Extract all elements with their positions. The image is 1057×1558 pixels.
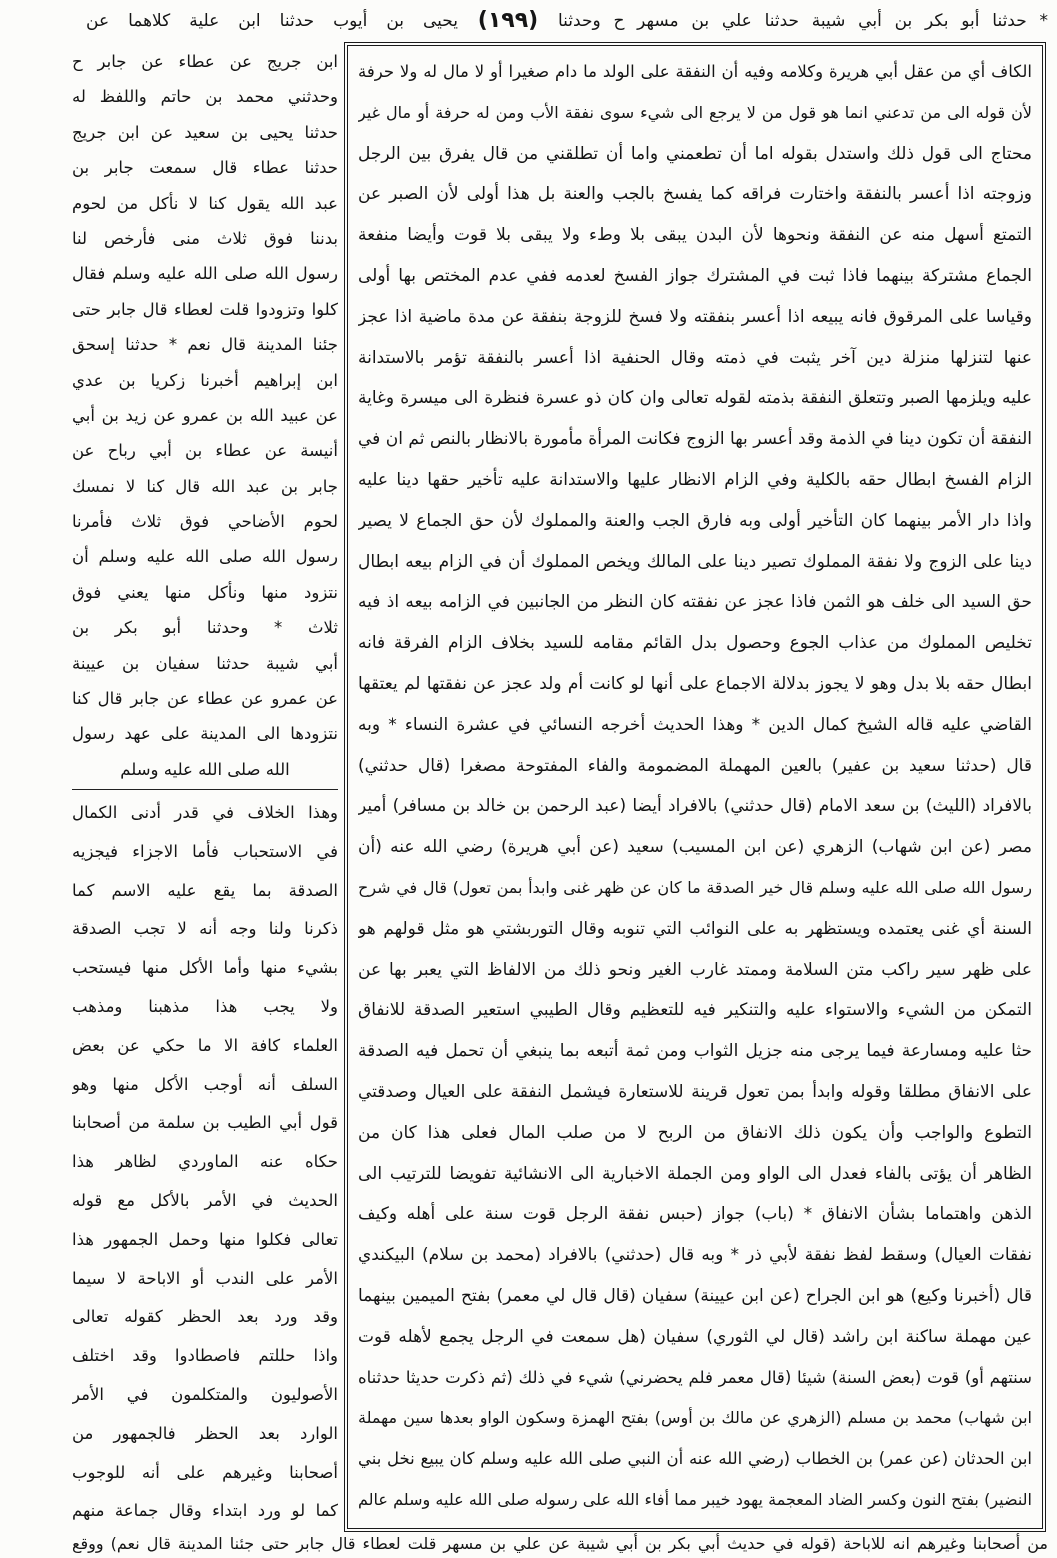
page-number: (١٩٩) (477, 8, 539, 33)
commentary-line: تخليص المملوك من عذاب الجوع وحصول بدل القائم مقامه للسيد بخلاف الزام الفرقة فانه (358, 633, 1032, 654)
commentary-line: الجماع مشتركة بينهما فاذا ثبت في المشترك جواز الفسخ لعدمه ففي عدم المختص بها أولى (358, 265, 1032, 286)
main-text-line: ابن إبراهيم أخبرنا زكريا بن عدي (72, 370, 338, 390)
left-commentary-line: العلماء كافة الا ما حكي عن بعض (72, 1035, 338, 1055)
main-text-line: جئنا المدينة قال نعم * حدثنا إسحق (72, 335, 338, 355)
left-commentary-line: تعالى فكلوا منها وحمل الجمهور هذا (72, 1229, 338, 1249)
footer-line: من أصحابنا وغيرهم انه للاباحة (قوله في حديث أبي بكر بن أبي شيبة عن علي بن مسهر قلت لعطاء قال جابر حتى جئنا المدينة قال نعم) ووقع (72, 1534, 1048, 1553)
commentary-line: ابطال حقه بلا بدل وهو لا يجوز بدلالة الاجماع على أنها لو كانت أم ولد عجز عن نفقتها لم يعتقها (358, 673, 1032, 694)
left-commentary-line: كما لو ورد ابتداء وقال جماعة منهم (72, 1501, 338, 1521)
left-commentary-line: الوارد بعد الحظر فالجمهور من (72, 1423, 338, 1443)
left-commentary-line: الحديث في الأمر بالأكل مع قوله (72, 1190, 338, 1210)
commentary-line: عليه ويلزمها الصبر وتتعلق النفقة بذمته لقوله تعالى وان كان ذو عسرة فنظرة الى ميسرة وغاية (358, 388, 1032, 409)
left-commentary-line: وقد ورد بعد الحظر كقوله تعالى (72, 1307, 338, 1327)
commentary-line: الزام الفسخ ابطال حقه بالكلية وفي الزام الانظار عليها والاستدانة عليه تأخير حقها دينا عليه (358, 469, 1032, 490)
commentary-line: محتاج الى قول ذلك واستدل بقوله اما أن تطعمني واما أن تطلقني من قال يفرق بين الرجل (358, 143, 1032, 164)
commentary-line: حق السيد الى خلف هو الثمن فاذا عجز عن نفقته كان النظر من الجانبين في الزامه بيعه اذ فيه (358, 592, 1032, 613)
header-text-right: * حدثنا أبو بكر بن أبي شيبة حدثنا علي بن مسهر ح وحدثنا (558, 11, 1048, 31)
left-commentary-line: بشيء منها وأما الأكل منها فيستحب (72, 958, 338, 978)
commentary-line: على ظهر سير راكب متن السلامة وممتد غارب الغير ونحو ذلك من الالفاظ التي يعبر بها عن (358, 959, 1032, 980)
commentary-line: وزوجته اذا أعسر بالنفقة واختارت فراقه كما يفسخ بالجب والعنة بل هذا أولى لأن الصبر عن (358, 184, 1032, 205)
column-separator (72, 789, 338, 790)
commentary-line: مصر (عن ابن شهاب) الزهري (عن ابن المسيب) سعيد (عن أبي هريرة) رضي الله عنه (أن (358, 837, 1032, 858)
main-text-line: أبي شيبة حدثنا سفيان بن عيينة (72, 653, 338, 673)
main-text-line: جابر بن عبد الله قال كنا لا نمسك (72, 476, 338, 496)
commentary-line: دينا على الزوج ولا نفقة المملوك تصير دينا على المالك ويخص المملوك أن في الزام بيعه ابطال (358, 551, 1032, 572)
commentary-line: قال (حدثنا سعيد بن عفير) بالعين المهملة المضمومة والفاء المفتوحة مصغرا (قال حدثني) (358, 755, 1032, 776)
main-text-line: بدننا فوق ثلاث منى فأرخص لنا (72, 228, 338, 248)
main-text-line: ابن جريج عن عطاء عن جابر ح (72, 52, 338, 71)
commentary-line: النفقة أن تكون دينا في الذمة وقد أعسر بها الزوج فكانت المرأة مأمورة بالانظار بالنص ثم ان في (358, 429, 1032, 450)
commentary-line: وقياسا على المرقوق فانه يبيعه اذا أعسر بنفقته ولا فسخ للزوجة بنفقة عن مدة ماضية اذا عجز (358, 306, 1032, 327)
left-commentary-line: الأمر على الندب أو الاباحة لا سيما (72, 1268, 338, 1288)
left-commentary-line: وهذا الخلاف في قدر أدنى الكمال (72, 803, 338, 822)
commentary-line: ابن شهاب) محمد بن مسلم (الزهري عن مالك بن أوس) بفتح الهمزة وسكون الواو بعدها سين مهملة (358, 1408, 1032, 1428)
main-text-line: كلوا وتزودوا قلت لعطاء قال جابر حتى (72, 299, 338, 319)
left-commentary-line: حكاه عنه الماوردي لظاهر هذا (72, 1152, 338, 1172)
main-text-line: نتزود منها ونأكل منها يعني فوق (72, 582, 338, 602)
main-text-line: رسول الله صلى الله عليه وسلم أن (72, 547, 338, 567)
left-commentary-line: الأصوليون والمتكلمون في الأمر (72, 1384, 338, 1404)
left-commentary-line: قول أبي الطيب بن سلمة من أصحابنا (72, 1113, 338, 1133)
page-header (86, 4, 1048, 38)
commentary-line: رسول الله صلى الله عليه وسلم قال خير الصدقة ما كان عن ظهر غنى وابدأ بمن تعول) قال في شرح (358, 877, 1032, 897)
commentary-line: قال (أخبرنا وكيع) هو ابن الجراح (عن ابن عيينة) سفيان (قال قال لي معمر) بفتح الميمين بينهما (358, 1285, 1032, 1306)
commentary-line: السنة أي غنى يعتمده ويستظهر به على النوائب التي تنوبه وقال التوربشتي هو مثل قولهم هو (358, 918, 1032, 939)
commentary-line: سنتهم أو) قوت (بعض السنة) شيئا (قال معمر فلم يحضرني) شيء في ذلك (ثم ذكرت حديثا حدثناه (358, 1367, 1032, 1387)
commentary-line: التمكن من الشيء والاستواء عليه والتنكير فيه للتعظيم وقال الطيبي استعير الصدقة للانفاق (358, 1000, 1032, 1021)
main-text-line: لحوم الأضاحي فوق ثلاث فأمرنا (72, 512, 338, 532)
commentary-line: لأن قوله الى من تدعني انما هو قول من لا يرجع الى شيء سوى نفقة الأب ومن له حرفة أو مال غير (358, 102, 1032, 122)
commentary-line: النضير) بفتح النون وكسر الضاد المعجمة يهود خيبر مما أفاء الله على رسوله صلى الله عليه وسلم عالم (358, 1489, 1032, 1509)
commentary-line: التطوع والواجب وأن يكون ذلك الانفاق من الربح لا من صلب المال فعلى هذا كان من (358, 1122, 1032, 1143)
left-commentary-line: الصدقة بما يقع عليه الاسم كما (72, 880, 338, 900)
main-text-line: الله صلى الله عليه وسلم (120, 759, 290, 779)
main-text-column (72, 44, 338, 787)
main-text-line: نتزودها الى المدينة على عهد رسول (72, 724, 338, 744)
commentary-line: عين مهملة ساكنة ابن راشد (قال لي الثوري) سفيان (هل سمعت في الرجل يجمع لأهله قوت (358, 1326, 1032, 1347)
left-commentary-line: أصحابنا وغيرهم على أنه للوجوب (72, 1462, 338, 1482)
main-text-line: رسول الله صلى الله عليه وسلم فقال (72, 264, 338, 284)
commentary-line: حثا عليه ومسارعة فيما يرجى منه جزيل الثواب ومن ثمة أتبعه بما ينبغي أن تحمل فيه الصدقة (358, 1041, 1032, 1062)
left-commentary-line: واذا حللتم فاصطادوا وقد اختلف (72, 1346, 338, 1366)
commentary-line: الذهن واهتماما بشأن الانفاق * (باب) جواز (حبس نفقة الرجل قوت سنة على أهله وكيف (358, 1204, 1032, 1225)
header-text-left: يحيى بن أيوب حدثنا ابن علية كلاهما عن (86, 11, 458, 31)
left-commentary-line: ذكرنا ولنا وجه أنه لا تجب الصدقة (72, 919, 338, 939)
left-commentary-line: ولا يجب هذا مذهبنا ومذهب (72, 996, 338, 1016)
commentary-line: واذا دار الأمر بينهما كان التأخير أولى وبه فارق الجب والعنة والمملوك لأن حق الجماع لا يصير (358, 510, 1032, 531)
left-commentary-column (72, 794, 338, 1531)
commentary-line: التمتع أسهل منه عن النفقة ونحوها لأن البدن يبقى بلا وطء ولا يبقى بلا قوت وأيضا منفعة (358, 225, 1032, 246)
left-commentary-line: في الاستحباب فأما الاجزاء فيجزيه (72, 841, 338, 861)
commentary-line: بالافراد (الليث) بن سعد الامام (قال حدثني) بالافراد أيضا (عبد الرحمن بن خالد بن مسافر) أمير (358, 796, 1032, 817)
commentary-line: الظاهر أن يؤتى بالفاء فعدل الى الواو ومن الجملة الاخبارية الى الانشائية تفويضا للترتيب الى (358, 1163, 1032, 1184)
main-text-line: عبد الله يقول كنا لا نأكل من لحوم (72, 193, 338, 213)
main-text-line: ثلاث * وحدثنا أبو بكر بن (72, 618, 338, 638)
main-text-line: أنيسة عن عطاء بن أبي رباح عن (72, 441, 338, 461)
commentary-line: القاضي عليه قاله الشيخ كمال الدين * وهذا الحديث أخرجه النسائي في عشرة النساء * وبه (358, 714, 1032, 735)
main-text-line: عن عبيد الله بن عمرو عن زيد بن أبي (72, 405, 338, 425)
commentary-line: عنها لتنزلها منزلة دين آخر يثبت في ذمته وقال الحنفية اذا أعسر بالنفقة تؤمر بالاستدانة (358, 347, 1032, 368)
main-text-line: حدثنا عطاء قال سمعت جابر بن (72, 158, 338, 178)
right-commentary-box (344, 42, 1046, 1532)
main-text-line: عن عمرو عن عطاء عن جابر قال كنا (72, 689, 338, 709)
commentary-line: على الانفاق مطلقا وقوله وابدأ بمن تعول قرينة للاستعارة فيشمل النفقة على العيال وصدقتي (358, 1081, 1032, 1102)
commentary-line: الكاف أي من عقل أبي هريرة وكلامه وفيه أن النفقة على الولد ما دام صغيرا أو لا مال له ولا حرفة (358, 62, 1032, 81)
commentary-line: نفقات العيال) وسقط لفظ نفقة لأبي ذر * وبه قال (حدثني) بالافراد (محمد بن سلام) البيكندي (358, 1245, 1032, 1266)
main-text-line: حدثنا يحيى بن سعيد عن ابن جريج (72, 122, 338, 142)
commentary-line: ابن الحدثان (عن عمر) بن الخطاب (رضي الله عنه أن النبي صلى الله عليه وسلم كان يبيع نخل بني (358, 1449, 1032, 1469)
main-text-line: وحدثني محمد بن حاتم واللفظ له (72, 87, 338, 107)
left-commentary-line: السلف أنه أوجب الأكل منها وهو (72, 1074, 338, 1094)
